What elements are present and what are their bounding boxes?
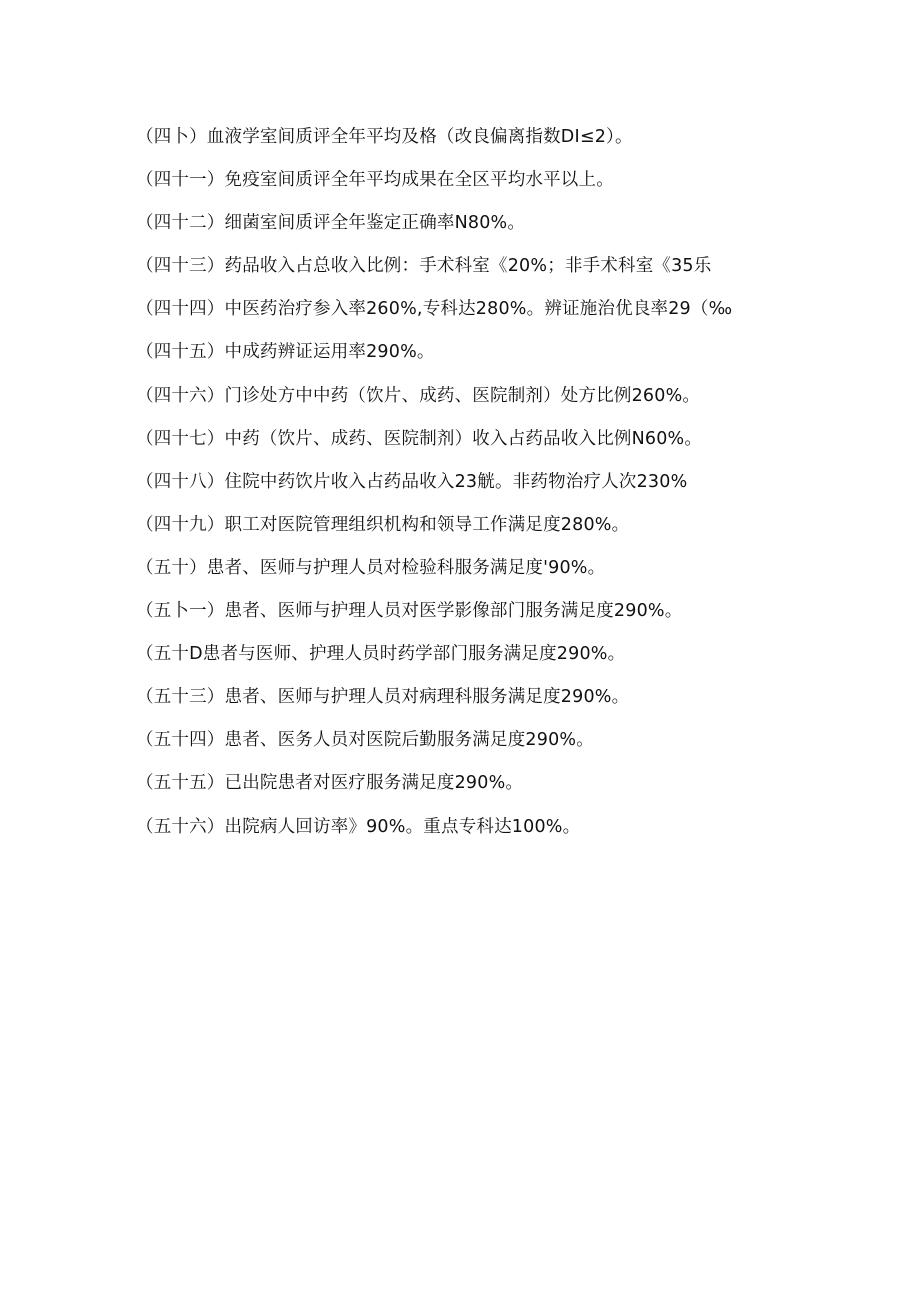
- text-line-5: （四十四）中医药治疗参入率260%,专科达280%。辨证施治优良率29（‰: [136, 299, 733, 320]
- text-line-9: （四十八）住院中药饮片收入占药品收入23觥。非药物治疗人次230%: [136, 471, 688, 492]
- text-line-17: （五十六）出院病人回访率》90%。重点专科达100%。: [136, 816, 581, 837]
- text-line-8: （四十七）中药（饮片、成药、医院制剂）收入占药品收入比例N60%。: [136, 428, 703, 449]
- text-line-3: （四十二）细菌室间质评全年鉴定正确率N80%。: [136, 213, 526, 234]
- text-line-16: （五十五）已出院患者对医疗服务满足度290%。: [136, 773, 524, 794]
- text-line-6: （四十五）中成药辨证运用率290%。: [136, 342, 435, 363]
- text-line-7: （四十六）门诊处方中中药（饮片、成药、医院制剂）处方比例260%。: [136, 385, 701, 406]
- text-line-4: （四十三）药品收入占总收入比例：手术科室《20%；非手术科室《35乐: [136, 256, 712, 277]
- text-line-14: （五十三）患者、医师与护理人员对病理科服务满足度290%。: [136, 687, 630, 708]
- text-line-12: （五卜一）患者、医师与护理人员对医学影像部门服务满足度290%。: [136, 601, 683, 622]
- text-line-15: （五十四）患者、医务人员对医院后勤服务满足度290%。: [136, 730, 594, 751]
- text-line-1: （四卜）血液学室间质评全年平均及格（改良偏离指数DI≤2）。: [136, 127, 633, 147]
- text-line-13: （五十D患者与医师、护理人员时药学部门服务满足度290%。: [136, 644, 626, 665]
- text-line-11: （五十）患者、医师与护理人员对检验科服务满足度'90%。: [136, 557, 606, 578]
- document-body: [136, 116, 826, 849]
- text-line-10: （四十九）职工对医院管理组织机构和领导工作满足度280%。: [136, 514, 630, 535]
- text-line-2: （四十一）免疫室间质评全年平均成果在全区平均水平以上。: [136, 170, 614, 191]
